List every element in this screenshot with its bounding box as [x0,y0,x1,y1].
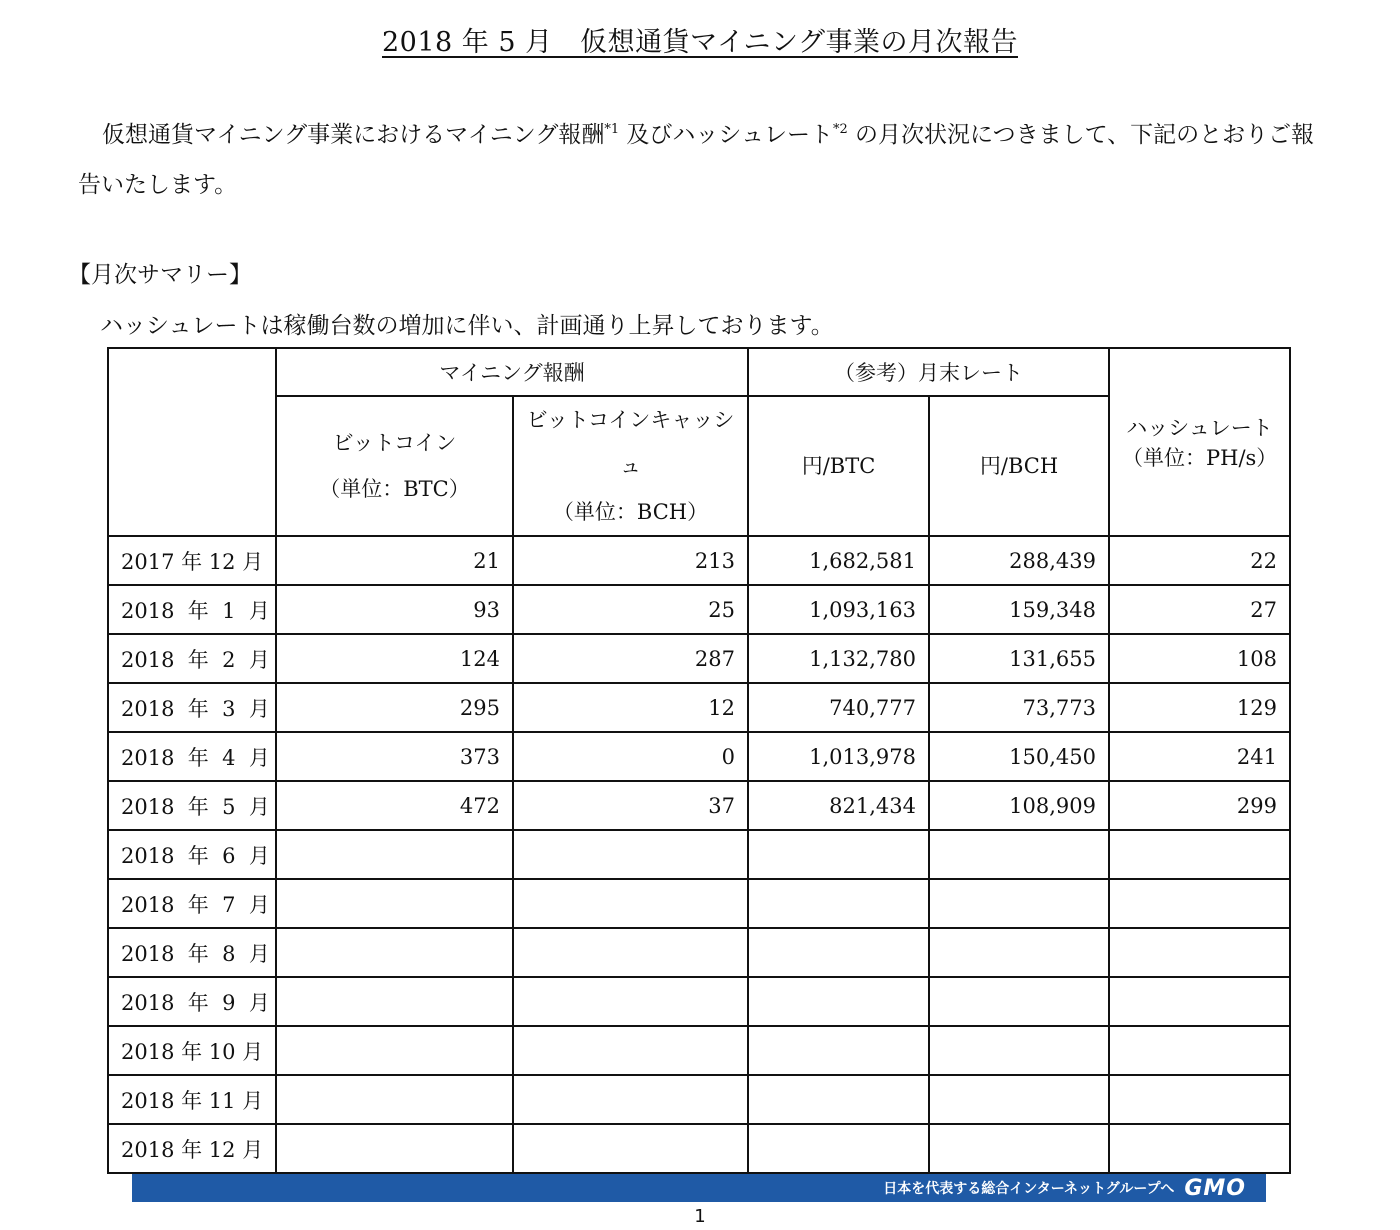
table-row [108,536,1290,585]
month-label: 2018 年 8 月 [108,928,276,977]
bch-reward-cell: 0 [513,732,748,781]
btc-reward-cell [276,1075,513,1124]
jpy-bch-cell: 159,348 [929,585,1109,634]
hashrate-cell: 129 [1109,683,1290,732]
header-jpy-btc: 円/BTC [748,396,929,536]
table-row [108,879,1290,928]
table-row [108,830,1290,879]
table-row [108,585,1290,634]
hashrate-cell [1109,879,1290,928]
bch-reward-cell [513,1026,748,1075]
jpy-bch-cell: 131,655 [929,634,1109,683]
month-label: 2018 年 4 月 [108,732,276,781]
header-btc [276,396,513,536]
jpy-btc-cell [748,1124,929,1173]
jpy-bch-cell [929,928,1109,977]
month-label: 2018 年 9 月 [108,977,276,1026]
table-body [108,536,1290,1173]
intro-paragraph [78,110,1318,210]
table-row [108,977,1290,1026]
bch-reward-cell [513,928,748,977]
hashrate-cell: 299 [1109,781,1290,830]
bch-reward-cell [513,1075,748,1124]
document-title: 2018 年 5 月 仮想通貨マイニング事業の月次報告 [382,27,1018,58]
jpy-btc-cell: 1,682,581 [748,536,929,585]
jpy-btc-cell [748,928,929,977]
table-row [108,781,1290,830]
jpy-bch-cell [929,1075,1109,1124]
jpy-bch-cell [929,1026,1109,1075]
month-label: 2018 年 7 月 [108,879,276,928]
table-row [108,634,1290,683]
intro-text-2: 及びハッシュレート [619,122,833,148]
btc-reward-cell: 93 [276,585,513,634]
bch-reward-cell: 287 [513,634,748,683]
header-hashrate-name: ハッシュレート [1126,416,1273,440]
btc-reward-cell: 295 [276,683,513,732]
jpy-bch-cell: 108,909 [929,781,1109,830]
btc-reward-cell: 21 [276,536,513,585]
monthly-report-table [107,347,1291,1174]
btc-reward-cell [276,830,513,879]
month-label: 2018 年 2 月 [108,634,276,683]
hashrate-cell: 27 [1109,585,1290,634]
bch-reward-cell [513,879,748,928]
month-label: 2018 年 6 月 [108,830,276,879]
jpy-bch-cell: 150,450 [929,732,1109,781]
hashrate-cell [1109,1026,1290,1075]
header-hashrate [1109,348,1290,536]
btc-reward-cell: 472 [276,781,513,830]
header-btc-unit: （単位：BTC） [319,477,470,501]
header-row-groups [108,348,1290,396]
jpy-btc-cell [748,830,929,879]
hashrate-cell [1109,928,1290,977]
jpy-btc-cell: 740,777 [748,683,929,732]
hashrate-cell [1109,830,1290,879]
header-corner-cell [108,348,276,536]
header-mining-reward: マイニング報酬 [276,348,748,396]
jpy-bch-cell: 73,773 [929,683,1109,732]
jpy-bch-cell [929,1124,1109,1173]
table-row [108,683,1290,732]
footnote-marker-2: *2 [832,122,848,137]
bch-reward-cell [513,830,748,879]
header-reference-rate: （参考）月末レート [748,348,1109,396]
header-bch-name: ビットコインキャッシュ [526,408,735,478]
btc-reward-cell [276,1124,513,1173]
jpy-btc-cell: 821,434 [748,781,929,830]
jpy-bch-cell [929,830,1109,879]
month-label: 2018 年 12 月 [108,1124,276,1173]
month-label: 2018 年 10 月 [108,1026,276,1075]
table-row [108,732,1290,781]
jpy-bch-cell [929,879,1109,928]
footer-banner [132,1174,1266,1202]
month-label: 2018 年 11 月 [108,1075,276,1124]
jpy-btc-cell [748,1026,929,1075]
hashrate-cell: 108 [1109,634,1290,683]
jpy-btc-cell [748,1075,929,1124]
header-bch-unit: （単位：BCH） [552,500,709,524]
hashrate-cell [1109,1124,1290,1173]
month-label: 2017 年 12 月 [108,536,276,585]
intro-text-3: の月次状況につきまして、下記のとおりご報告いたします。 [78,122,1315,198]
hashrate-cell: 22 [1109,536,1290,585]
bch-reward-cell [513,1124,748,1173]
header-bch [513,396,748,536]
page-number: 1 [694,1206,706,1227]
footnote-marker-1: *1 [604,122,620,137]
bch-reward-cell [513,977,748,1026]
jpy-btc-cell: 1,013,978 [748,732,929,781]
btc-reward-cell: 124 [276,634,513,683]
intro-text-1: 仮想通貨マイニング事業におけるマイニング報酬 [102,122,605,148]
hashrate-cell: 241 [1109,732,1290,781]
table-row [108,1026,1290,1075]
table-row [108,1075,1290,1124]
jpy-bch-cell [929,977,1109,1026]
table-row [108,1124,1290,1173]
jpy-bch-cell: 288,439 [929,536,1109,585]
summary-text: ハッシュレートは稼働台数の増加に伴い、計画通り上昇しております。 [100,313,834,339]
header-hashrate-unit: （単位：PH/s） [1122,446,1278,470]
bch-reward-cell: 213 [513,536,748,585]
month-label: 2018 年 3 月 [108,683,276,732]
table-row [108,928,1290,977]
jpy-btc-cell [748,977,929,1026]
jpy-btc-cell: 1,132,780 [748,634,929,683]
btc-reward-cell [276,1026,513,1075]
header-btc-name: ビットコイン [332,431,457,455]
jpy-btc-cell [748,879,929,928]
month-label: 2018 年 1 月 [108,585,276,634]
bch-reward-cell: 37 [513,781,748,830]
section-heading: 【月次サマリー】 [68,262,252,288]
gmo-logo: GMO [1184,1175,1246,1201]
hashrate-cell [1109,1075,1290,1124]
btc-reward-cell [276,928,513,977]
jpy-btc-cell: 1,093,163 [748,585,929,634]
hashrate-cell [1109,977,1290,1026]
bch-reward-cell: 25 [513,585,748,634]
month-label: 2018 年 5 月 [108,781,276,830]
footer-tagline: 日本を代表する総合インターネットグループへ [883,1181,1175,1197]
btc-reward-cell [276,879,513,928]
btc-reward-cell: 373 [276,732,513,781]
bch-reward-cell: 12 [513,683,748,732]
btc-reward-cell [276,977,513,1026]
header-jpy-bch: 円/BCH [929,396,1109,536]
